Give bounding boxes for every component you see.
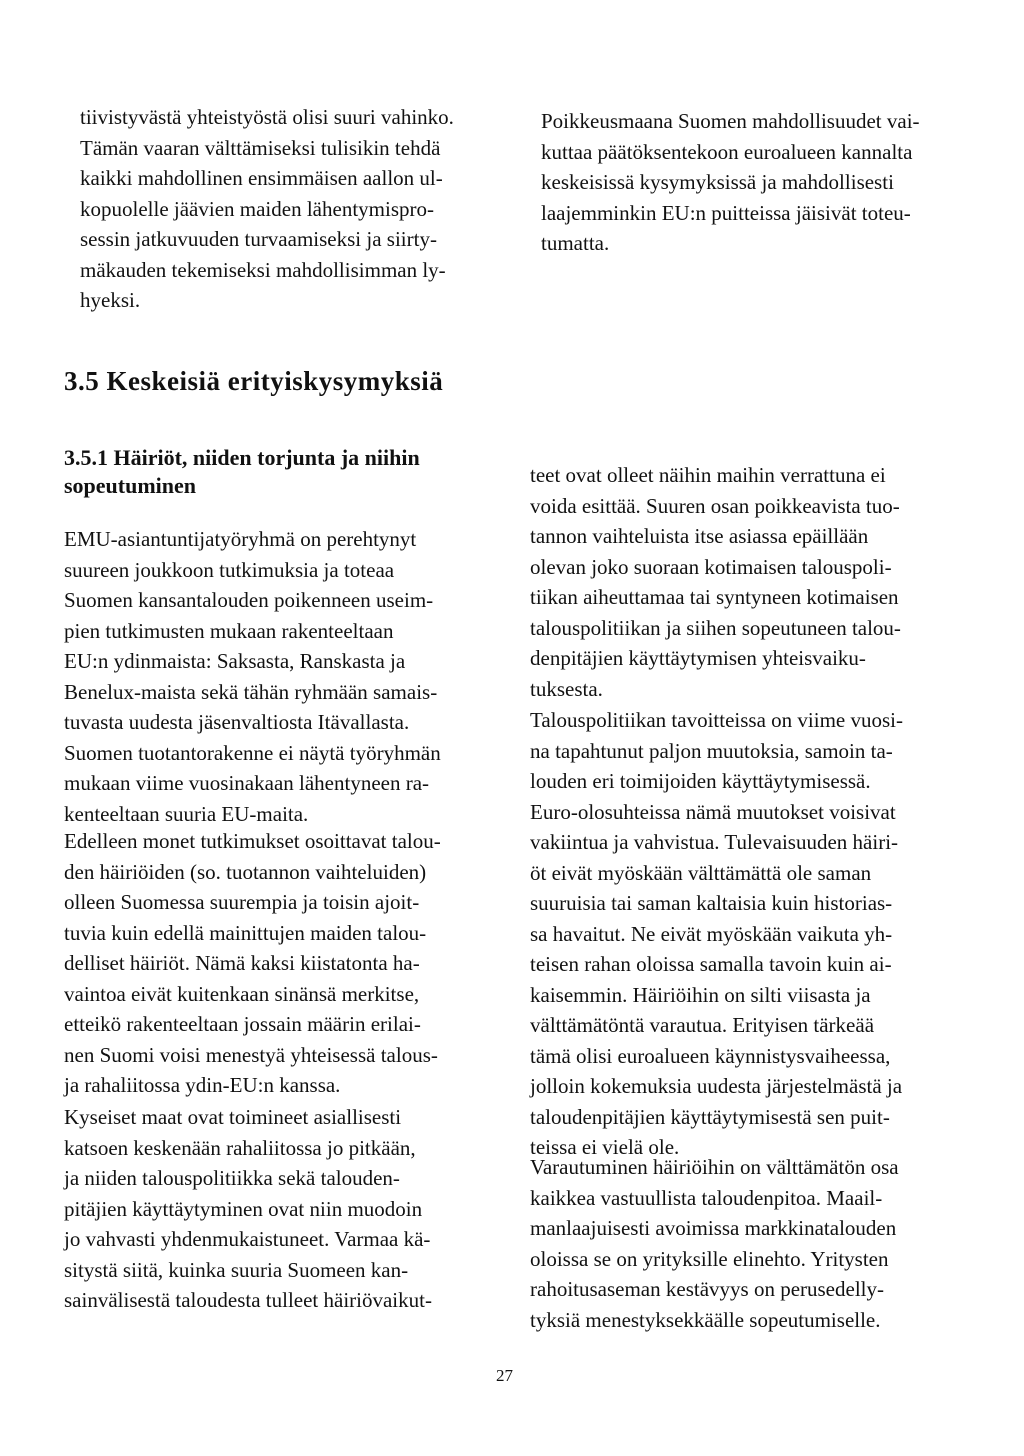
page-number: 27: [496, 1366, 513, 1385]
right-column-paragraph-1: teet ovat olleet näihin maihin verrattuna ei voida esittää. Suuren osan poikkeavista tuo- tannon vaihteluista itse asiassa epäillään olevan joko suoraan kotimaisen talouspoli- tiikan aiheuttamaa tai syntyneen kotimaisen talouspolitiikan ja siihen sopeutuneen talou- denpitäjien käyttäytymisen yhteisvaiku- tuksesta.: [530, 463, 901, 701]
left-column-paragraph-1: EMU-asiantuntijatyöryhmä on perehtynyt suureen joukkoon tutkimuksia ja toteaa Suomen kansantalouden poikenneen useim- pien tutkimusten mukaan rakenteeltaan EU:n ydinmaista: Saksasta, Ranskasta ja Benelux-maista sekä tähän ryhmään samais- tuvasta uudesta jäsenvaltiosta Itävallasta. Suomen tuotantorakenne ei näytä työryhmän mukaan viime vuosinakaan lähentyneen ra- kenteeltaan suuria EU-maita.: [64, 527, 441, 826]
left-column-paragraph-2: Edelleen monet tutkimukset osoittavat talou- den häiriöiden (so. tuotannon vaihteluiden) olleen Suomessa suurempia ja toisin ajoit- tuvia kuin edellä mainittujen maiden talou- delliset häiriöt. Nämä kaksi kiistatonta ha- vaintoa eivät kuitenkaan sinänsä merkitse, etteikö rakenteeltaan jossain määrin erilai- nen Suomi voisi menestyä yhteisessä talous- ja rahaliitossa ydin-EU:n kanssa.: [64, 829, 441, 1097]
right-column-paragraph-2: Talouspolitiikan tavoitteissa on viime vuosi- na tapahtunut paljon muutoksia, samoin ta- louden eri toimijoiden käyttäytymisessä. Euro-olosuhteissa nämä muutokset voisivat vakiintua ja vahvistua. Tulevaisuuden häiri- öt eivät myöskään välttämättä ole saman suuruisia tai saman kaltaisia kuin historias- sa havaitut. Ne eivät myöskään vaikuta yh- teisen rahan oloissa samalla tavoin kuin ai- kaisemmin. Häiriöihin on silti viisasta ja välttämätöntä varautua. Erityisen tärkeää tämä olisi euroalueen käynnistysvaiheessa, jolloin kokemuksia uudesta järjestelmästä ja taloudenpitäjien käyttäytymisestä sen puit- teissa ei vielä ole.: [530, 708, 903, 1159]
subsection-heading: 3.5.1 Häiriöt, niiden torjunta ja niihin sopeutuminen: [64, 445, 420, 498]
intro-paragraph-right: Poikkeusmaana Suomen mahdollisuudet vai- kuttaa päätöksentekoon euroalueen kannalta keskeisissä kysymyksissä ja mahdollisesti laajemminkin EU:n puitteissa jäisivät toteu- tumatta.: [541, 109, 920, 255]
section-heading: 3.5 Keskeisiä erityiskysymyksiä: [64, 366, 444, 396]
left-column-paragraph-3: Kyseiset maat ovat toimineet asiallisesti katsoen keskenään rahaliitossa jo pitkään, ja niiden talouspolitiikka sekä talouden- pitäjien käyttäytyminen ovat niin muodoin jo vahvasti yhdenmukaistuneet. Varmaa kä- sitystä siitä, kuinka suuria Suomeen kan- sainvälisestä taloudesta tulleet häiriövaikut-: [64, 1105, 432, 1312]
intro-paragraph-left: tiivistyvästä yhteistyöstä olisi suuri vahinko. Tämän vaaran välttämiseksi tulisikin tehdä kaikki mahdollinen ensimmäisen aallon ul- kopuolelle jäävien maiden lähentymispro- sessin jatkuvuuden turvaamiseksi ja siirty- mäkauden tekemiseksi mahdollisimman ly- hyeksi.: [80, 105, 454, 312]
right-column-paragraph-3: Varautuminen häiriöihin on välttämätön osa kaikkea vastuullista taloudenpitoa. Maail- manlaajuisesti avoimissa markkinatalouden oloissa se on yrityksille elinehto. Yritysten rahoitusaseman kestävyys on perusedelly- tyksiä menestyksekkäälle sopeutumiselle.: [530, 1155, 899, 1332]
